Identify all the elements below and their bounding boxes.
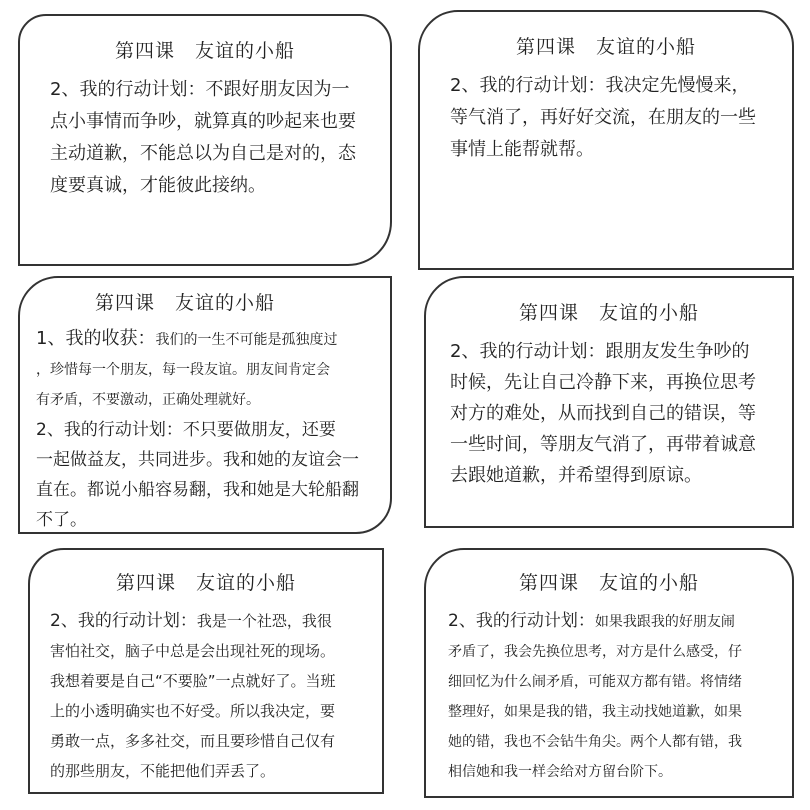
section-label: 1、我的收获：: [36, 328, 156, 349]
card-body: [36, 324, 359, 535]
text-line: [50, 606, 336, 636]
card-body: [450, 70, 756, 166]
text-line: 整理好，如果是我的错，我主动找她道歉，如果: [448, 704, 742, 720]
section-label: 2、我的行动计划：: [36, 420, 183, 440]
text-line: 对方的难处，从而找到自己的错误，等: [450, 403, 756, 424]
text-line: 时候，先让自己冷静下来，再换位思考: [450, 372, 756, 393]
card-title: 第四课 友谊的小船: [518, 572, 699, 594]
note-card-3: [18, 276, 392, 534]
text-line: 她的错，我也不会钻牛角尖。两个人都有错，我: [448, 734, 742, 750]
text-line: 细回忆为什么闹矛盾，可能双方都有错。将情绪: [448, 674, 742, 690]
text-line: 一起做益友，共同进步。我和她的友谊会一: [36, 450, 359, 470]
section-text: 我是一个社恐，我很: [196, 612, 332, 630]
text-line: [448, 606, 742, 637]
text-line: 相信她和我一样会给对方留台阶下。: [448, 764, 672, 780]
text-line: 等气消了，再好好交流，在朋友的一些: [450, 107, 756, 128]
card-body: [450, 336, 756, 491]
section-label: 2、我的行动计划：: [448, 611, 595, 631]
text-line: 2、我的行动计划：跟朋友发生争吵的: [450, 341, 750, 362]
text-line: 不了。: [36, 510, 87, 530]
text-line: 矛盾了，我会先换位思考，对方是什么感受，仔: [448, 644, 742, 660]
text-line: 害怕社交，脑子中总是会出现社死的现场。: [50, 642, 336, 660]
note-card-5: [28, 548, 384, 794]
text-line: 度要真诚，才能彼此接纳。: [50, 175, 266, 196]
card-title: 第四课 友谊的小船: [114, 40, 295, 62]
text-line: [36, 415, 359, 445]
section-text: ，珍惜每一个朋友，每一段友谊。朋友间肯定会: [36, 362, 330, 378]
card-title: 第四课 友谊的小船: [515, 36, 696, 58]
text-line: 上的小透明确实也不好受。所以我决定，要: [50, 702, 336, 720]
text-line: 我想着要是自己“不要脸”一点就好了。当班: [50, 672, 336, 690]
card-title: 第四课 友谊的小船: [518, 302, 699, 324]
text-line: 事情上能帮就帮。: [450, 139, 594, 160]
section-text: 如果我跟我的好朋友闹: [594, 614, 735, 630]
text-line: 点小事情而争吵，就算真的吵起来也要: [50, 111, 356, 132]
text-line: 有矛盾，不要激动，正确处理就好。: [36, 392, 260, 408]
card-body: [50, 606, 336, 786]
note-card-1: [18, 14, 392, 266]
card-body: [50, 74, 356, 202]
section-label: 2、我的行动计划：: [50, 611, 197, 631]
text-line: 去跟她道歉，并希望得到原谅。: [450, 465, 702, 486]
card-title: 第四课 友谊的小船: [115, 572, 296, 594]
text-line: [36, 324, 359, 355]
section-text: 我们的一生不可能是孤独度过: [155, 332, 338, 348]
card-title: 第四课 友谊的小船: [94, 292, 275, 314]
text-line: 2、我的行动计划：我决定先慢慢来，: [450, 75, 750, 96]
card-body: [448, 606, 742, 787]
note-card-6: [424, 548, 794, 798]
note-card-2: [418, 10, 794, 270]
text-line: 2、我的行动计划：不跟好朋友因为一: [50, 79, 350, 100]
text-line: 勇敢一点，多多社交，而且要珍惜自己仅有: [50, 732, 336, 750]
text-line: 直在。都说小船容易翻，我和她是大轮船翻: [36, 480, 359, 500]
section-text: 不只要做朋友，还要: [182, 420, 336, 440]
text-line: 的那些朋友，不能把他们弄丢了。: [50, 762, 276, 780]
text-line: 主动道歉，不能总以为自己是对的，态: [50, 143, 356, 164]
note-card-4: [424, 276, 794, 528]
text-line: 一些时间，等朋友气消了，再带着诚意: [450, 434, 756, 455]
text-line: [36, 355, 359, 385]
